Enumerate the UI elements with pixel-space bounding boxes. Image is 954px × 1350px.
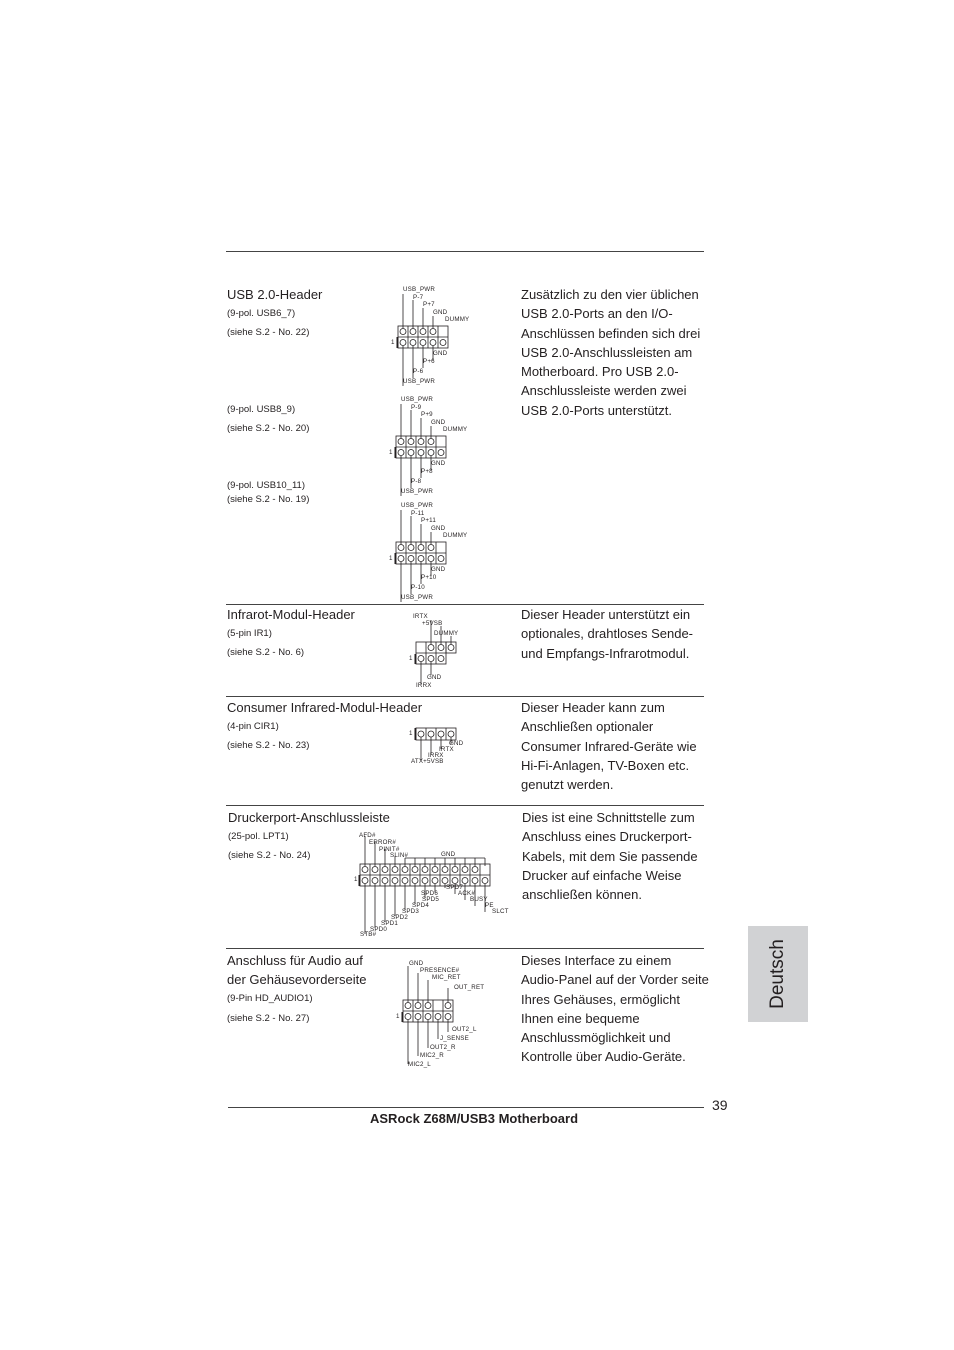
usb-3-label-top2: P-11 (411, 510, 425, 517)
lpt-label-error: ERROR# (369, 839, 396, 846)
lpt-label-slin: SLIN# (390, 852, 409, 859)
audio-sub: (9-Pin HD_AUDIO1) (227, 993, 313, 1004)
cir-label-atx5vsb: ATX+5VSB (411, 758, 444, 765)
audio-label-mic-ret: MIC_RET (432, 974, 461, 981)
ir-label-irrx: IRRX (416, 682, 432, 689)
usb-2-label-top4: GND (431, 419, 446, 426)
audio-label-presence: PRESENCE# (420, 967, 460, 974)
usb-title: USB 2.0-Header (227, 287, 323, 302)
audio-description: Dieses Interface zu einem Audio-Panel auf der Vorder seite Ihres Gehäuses, ermöglicht Ihnen eine bequeme Anschlussmöglichkeit und Kontrolle über Audio-Geräte. (521, 953, 709, 1065)
ir-label-5vsb: +5VSB (422, 620, 443, 627)
ir-description: Dieser Header unterstützt ein optionales, drahtloses Sende- und Empfangs-Infrarotmodul. (521, 607, 694, 661)
cir-label-irtx: IRTX (439, 746, 454, 753)
cir-title: Consumer Infrared-Modul-Header (227, 700, 423, 715)
audio-label-mic2-l: MIC2_L (408, 1061, 431, 1068)
usb-1-label-top1: USB_PWR (403, 286, 435, 293)
cir-header-diagram (408, 722, 488, 772)
cir-sub: (4-pin CIR1) (227, 721, 279, 732)
rule-lpt (226, 805, 704, 806)
cir-label-pin1: 1 (409, 730, 413, 737)
audio-label-pin1: 1 (396, 1013, 400, 1020)
lpt-label-gnd: GND (441, 851, 456, 858)
footer-rule (228, 1107, 704, 1108)
lpt-label-pin1: 1 (354, 876, 358, 883)
lpt-title: Druckerport-Anschlussleiste (228, 810, 390, 825)
usb-description: Zusätzlich zu den vier üblichen USB 2.0-Ports an den I/O-Anschlüssen befinden sich drei USB 2.0-Anschlussleisten am Motherboard. Pro USB 2.0-Anschlussleiste werden zwei USB 2.0-Ports unterstützt. (521, 287, 701, 418)
footer-title: ASRock Z68M/USB3 Motherboard (370, 1111, 579, 1126)
ir-title: Infrarot-Modul-Header (227, 607, 355, 622)
usb-3-label-bot4: USB_PWR (401, 594, 433, 601)
usb-sub-3: (9-pol. USB10_11) (227, 480, 305, 491)
audio-header-diagram (395, 956, 495, 1074)
usb-1-label-bot4: USB_PWR (403, 378, 435, 385)
rule-audio (226, 948, 704, 949)
lpt-label-afd: AFD# (359, 832, 376, 839)
lpt-label-pinit: PINIT# (379, 846, 400, 853)
usb-1-label-top5: DUMMY (445, 316, 470, 323)
usb-1-label-top4: GND (433, 309, 448, 316)
usb-sub-2: (9-pol. USB8_9) (227, 404, 296, 415)
lpt-label-pe: PE (485, 902, 494, 909)
lpt-description: Dies ist eine Schnittstelle zum Anschluss eines Druckerport-Kabels, mit dem Sie passende Drucker auf einfache Weise anschließen können. (522, 810, 698, 903)
usb-1-label-bot1: GND (433, 350, 448, 357)
lpt-label-ack: ACK# (458, 890, 475, 897)
ir-sub: (5-pin IR1) (227, 628, 272, 639)
usb-3-label-pin1: 1 (389, 555, 393, 562)
cir-description: Dieser Header kann zum Anschließen optionaler Consumer Infrared-Geräte wie Hi-Fi-Anlagen, TV-Boxen etc. genutzt werden. (521, 700, 697, 793)
lpt-ref: (siehe S.2 - No. 24) (228, 850, 311, 861)
lpt-label-spd7: SPD7 (446, 884, 463, 891)
usb-header-diagram-1 (391, 286, 485, 390)
usb-3-label-top3: P+11 (421, 517, 436, 524)
ir-label-dummy: DUMMY (434, 630, 459, 637)
usb-2-label-top1: USB_PWR (401, 396, 433, 403)
usb-2-label-bot3: P-8 (411, 478, 422, 485)
usb-3-label-bot1: GND (431, 566, 446, 573)
usb-header-diagram-2 (389, 396, 483, 495)
usb-sub-1: (9-pol. USB6_7) (227, 308, 296, 319)
audio-label-out2-r: OUT2_R (430, 1044, 456, 1051)
language-side-tab (748, 926, 808, 1022)
lpt-label-spd1: SPD1 (381, 920, 398, 927)
audio-title-line-2: der Gehäusevorderseite (227, 972, 367, 987)
usb-header-diagram-3 (389, 502, 483, 601)
usb-2-label-bot2: P+8 (421, 468, 433, 475)
lpt-label-spd0: SPD0 (370, 926, 387, 933)
usb-ref-1: (siehe S.2 - No. 22) (227, 327, 310, 338)
lpt-label-spd3: SPD3 (402, 908, 419, 915)
lpt-label-busy: BUSY (470, 896, 488, 903)
lpt-label-slct: SLCT (492, 908, 509, 915)
lpt-label-spd5: SPD5 (422, 896, 439, 903)
usb-3-label-bot2: P+10 (421, 574, 437, 581)
ir-label-irtx: IRTX (413, 613, 428, 620)
lpt-label-spd4: SPD4 (412, 902, 429, 909)
usb-2-label-pin1: 1 (389, 449, 393, 456)
usb-ref-2: (siehe S.2 - No. 20) (227, 423, 310, 434)
cir-label-gnd: GND (449, 740, 464, 747)
usb-2-label-top3: P+9 (421, 411, 433, 418)
rule-cir (226, 696, 704, 697)
ir-label-gnd: GND (427, 674, 442, 681)
usb-3-label-top5: DUMMY (443, 532, 468, 539)
lpt-label-spd2: SPD2 (391, 914, 408, 921)
lpt-label-spd6: SPD6 (421, 890, 438, 897)
ir-ref: (siehe S.2 - No. 6) (227, 647, 305, 658)
ir-header-diagram (408, 612, 488, 692)
lpt-sub: (25-pol. LPT1) (228, 831, 289, 842)
audio-ref: (siehe S.2 - No. 27) (227, 1013, 310, 1024)
usb-2-label-top5: DUMMY (443, 426, 468, 433)
usb-2-label-bot1: GND (431, 460, 446, 467)
usb-1-label-bot2: P+6 (423, 358, 435, 365)
usb-2-label-top2: P-9 (411, 404, 422, 411)
usb-2-label-bot4: USB_PWR (401, 488, 433, 495)
top-rule (226, 251, 704, 252)
audio-label-out-ret: OUT_RET (454, 984, 485, 991)
side-tab-label: Deutsch (767, 939, 788, 1009)
lpt-header-diagram (352, 830, 512, 940)
cir-ref: (siehe S.2 - No. 23) (227, 740, 310, 751)
usb-1-label-top2: P-7 (413, 294, 424, 301)
page-number: 39 (712, 1097, 728, 1113)
usb-1-label-top3: P+7 (423, 301, 435, 308)
usb-1-label-bot3: P-6 (413, 368, 424, 375)
audio-label-mic2-r: MIC2_R (420, 1052, 444, 1059)
cir-label-irrx: IRRX (428, 752, 444, 759)
audio-label-gnd: GND (409, 960, 424, 967)
audio-title-line-1: Anschluss für Audio auf (227, 953, 363, 968)
audio-label-j-sense: J_SENSE (440, 1035, 469, 1042)
usb-3-label-top4: GND (431, 525, 446, 532)
lpt-label-stb: STB# (360, 931, 377, 938)
audio-label-out2-l: OUT2_L (452, 1026, 477, 1033)
usb-3-label-bot3: P-10 (411, 584, 425, 591)
ir-label-pin1: 1 (409, 655, 413, 662)
usb-3-label-top1: USB_PWR (401, 502, 433, 509)
usb-ref-3: (siehe S.2 - No. 19) (227, 494, 310, 505)
usb-1-label-pin1: 1 (391, 339, 395, 346)
